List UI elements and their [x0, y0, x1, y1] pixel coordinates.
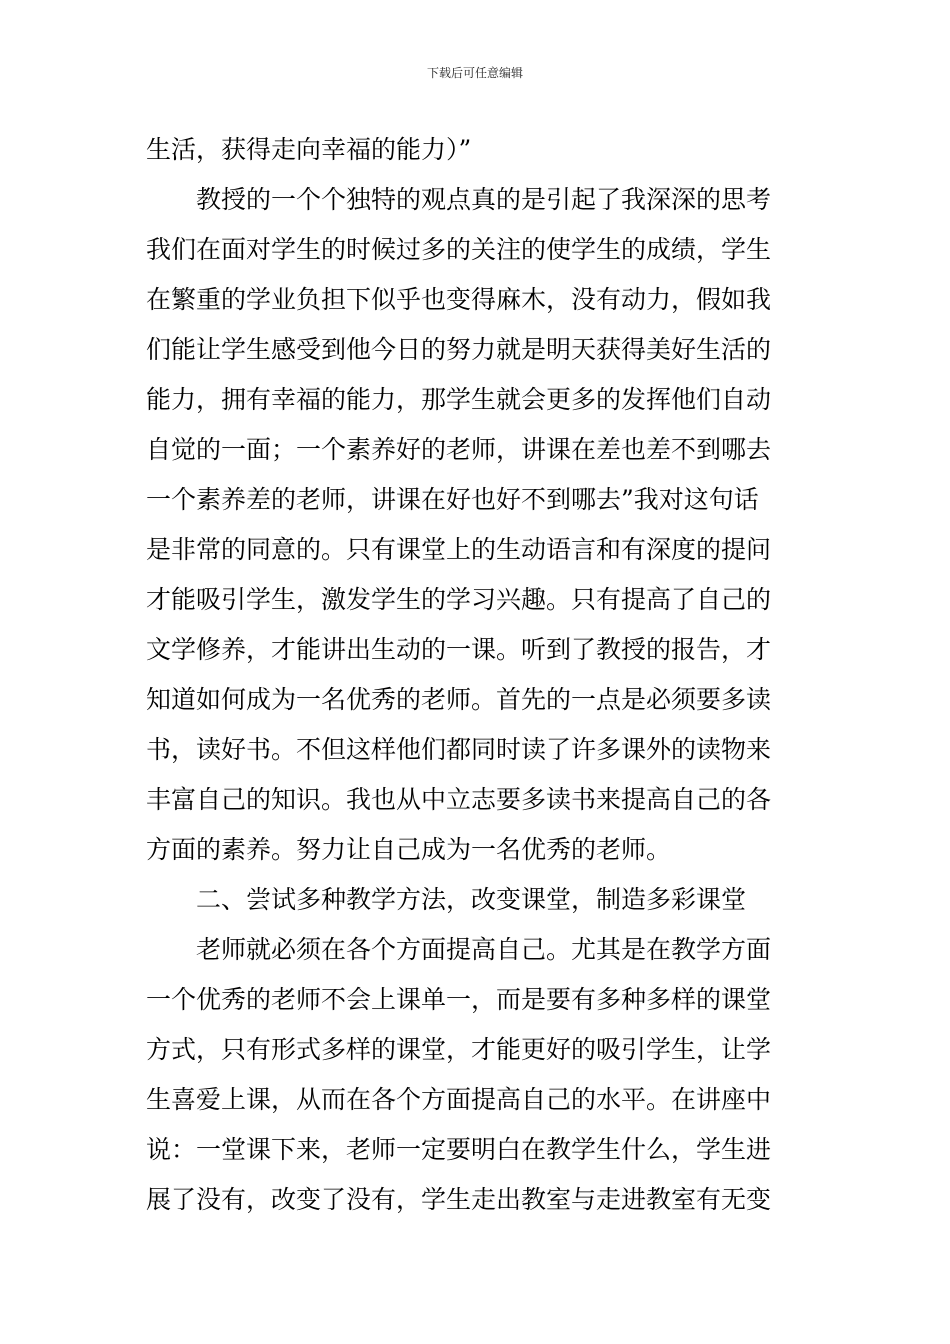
paragraph-start-line: 教授的一个个独特的观点真的是引起了我深深的思考 — [196, 185, 772, 214]
text-line: 们能让学生感受到他今日的努力就是明天获得美好生活的 — [146, 335, 772, 364]
text-line: 能力，拥有幸福的能力，那学生就会更多的发挥他们自动 — [146, 385, 772, 414]
text-line: 展了没有，改变了没有，学生走出教室与走进教室有无变 — [146, 1185, 772, 1214]
text-line: 知道如何成为一名优秀的老师。首先的一点是必须要多读 — [146, 685, 772, 714]
text-line: 才能吸引学生，激发学生的学习兴趣。只有提高了自己的 — [146, 585, 772, 614]
text-line: 丰富自己的知识。我也从中立志要多读书来提高自己的各 — [146, 785, 772, 814]
text-line: 我们在面对学生的时候过多的关注的使学生的成绩，学生 — [146, 235, 772, 264]
text-line: 方面的素养。努力让自己成为一名优秀的老师。 — [146, 835, 672, 864]
text-line: 自觉的一面；一个素养好的老师，讲课在差也差不到哪去 — [146, 435, 772, 464]
text-line: 说：一堂课下来，老师一定要明白在教学生什么，学生进 — [146, 1135, 772, 1164]
text-line: 一个素养差的老师，讲课在好也好不到哪去”我对这句话 — [146, 485, 759, 514]
text-line: 一个优秀的老师不会上课单一，而是要有多种多样的课堂 — [146, 985, 772, 1014]
document-body — [146, 125, 810, 1225]
page-header-note: 下载后可任意编辑 — [426, 66, 523, 80]
section-heading: 二、尝试多种教学方法，改变课堂，制造多彩课堂 — [196, 885, 747, 914]
text-line: 在繁重的学业负担下似乎也变得麻木，没有动力，假如我 — [146, 285, 772, 314]
text-line: 书，读好书。不但这样他们都同时读了许多课外的读物来 — [146, 735, 772, 764]
text-line: 方式，只有形式多样的课堂，才能更好的吸引学生，让学 — [146, 1035, 772, 1064]
text-line: 是非常的同意的。只有课堂上的生动语言和有深度的提问 — [146, 535, 772, 564]
text-line: 文学修养，才能讲出生动的一课。听到了教授的报告，才 — [146, 635, 772, 664]
text-line: 生喜爱上课，从而在各个方面提高自己的水平。在讲座中 — [146, 1085, 772, 1114]
paragraph-start-line: 老师就必须在各个方面提高自己。尤其是在教学方面 — [196, 935, 772, 964]
text-line: 生活，获得走向幸福的能力）” — [146, 135, 472, 164]
